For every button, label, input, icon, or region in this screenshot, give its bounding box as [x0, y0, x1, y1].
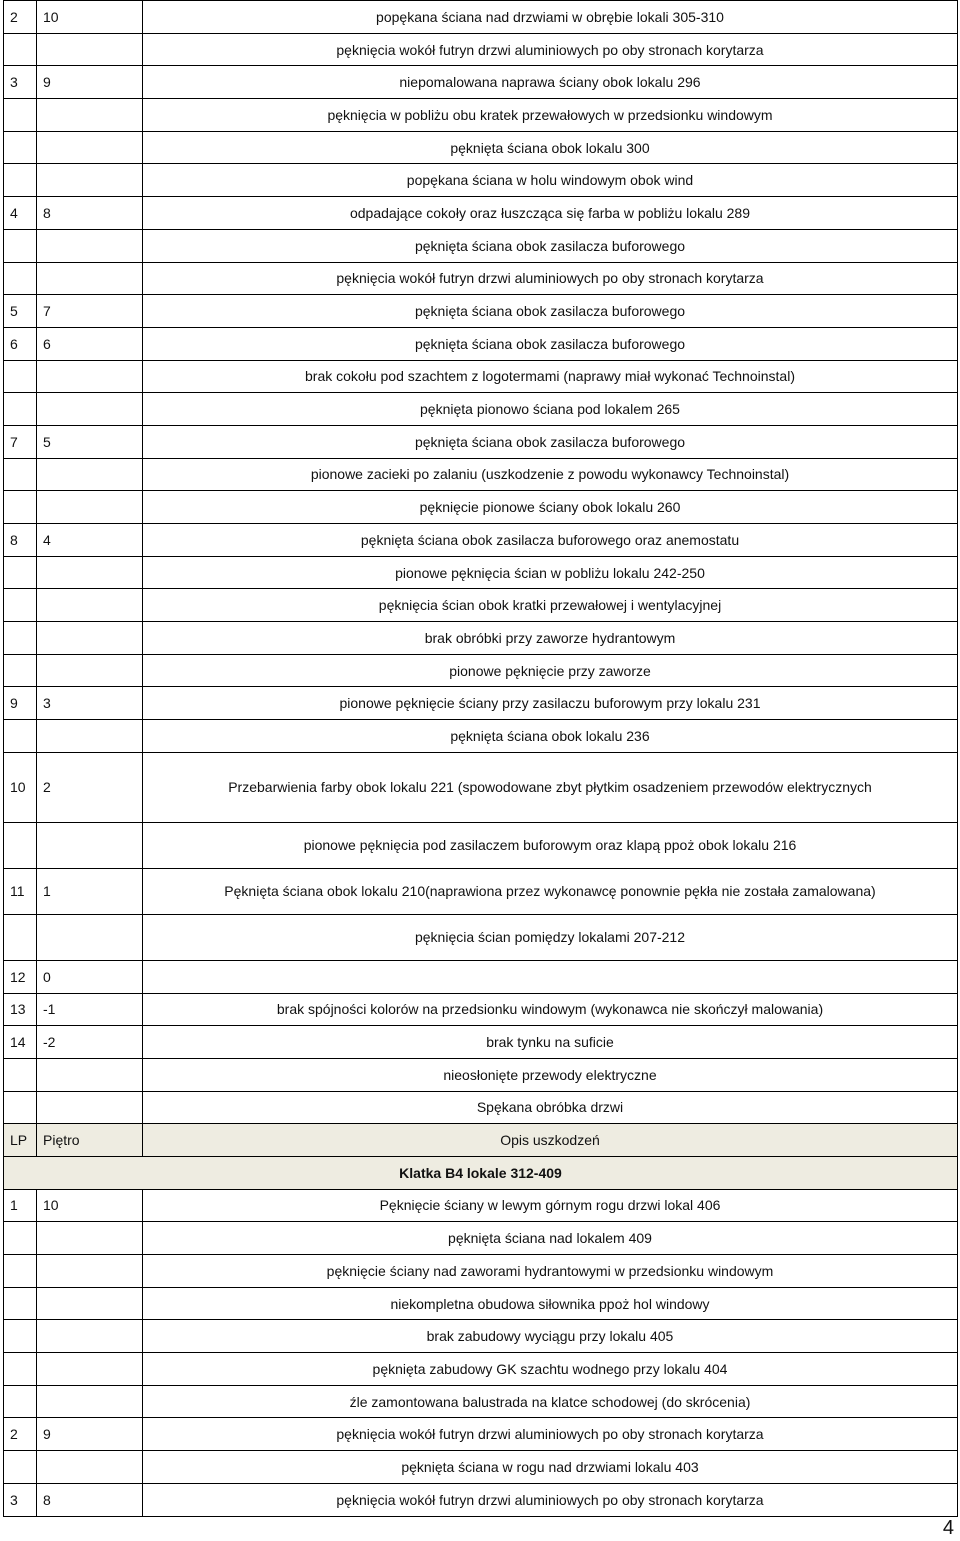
- cell-lp: [4, 914, 37, 960]
- cell-description: pęknięta ściana w rogu nad drzwiami lokalu 403: [143, 1451, 958, 1484]
- cell-lp: [4, 1222, 37, 1255]
- cell-description: pęknięta ściana obok zasilacza buforowego oraz anemostatu: [143, 524, 958, 557]
- cell-lp: 5: [4, 295, 37, 328]
- cell-floor: [37, 914, 143, 960]
- cell-description: pionowe pęknięcie ściany przy zasilaczu buforowym przy lokalu 231: [143, 687, 958, 720]
- cell-lp: 10: [4, 752, 37, 822]
- cell-lp: [4, 491, 37, 524]
- table-row: [4, 914, 958, 960]
- cell-floor: 6: [37, 327, 143, 360]
- cell-description: brak tynku na suficie: [143, 1026, 958, 1059]
- cell-floor: [37, 822, 143, 868]
- cell-description: pęknięcia wokół futryn drzwi aluminiowych po oby stronach korytarza: [143, 1418, 958, 1451]
- section-title: Klatka B4 lokale 312-409: [4, 1156, 958, 1189]
- cell-floor: [37, 164, 143, 197]
- table-row: [4, 295, 958, 328]
- cell-floor: -2: [37, 1026, 143, 1059]
- cell-description: pęknięta ściana obok zasilacza buforowego: [143, 425, 958, 458]
- table-row: [4, 822, 958, 868]
- table-row: [4, 1418, 958, 1451]
- cell-description: pęknięta ściana obok zasilacza buforowego: [143, 229, 958, 262]
- cell-lp: [4, 822, 37, 868]
- table-row: [4, 1320, 958, 1353]
- cell-lp: [4, 556, 37, 589]
- cell-description: pęknięta ściana obok zasilacza buforowego: [143, 295, 958, 328]
- cell-description: pęknięcia wokół futryn drzwi aluminiowych po oby stronach korytarza: [143, 33, 958, 66]
- cell-description: popękana ściana nad drzwiami w obrębie lokali 305-310: [143, 1, 958, 34]
- cell-description: Pęknięcie ściany w lewym górnym rogu drzwi lokal 406: [143, 1189, 958, 1222]
- cell-lp: 14: [4, 1026, 37, 1059]
- cell-floor: [37, 1451, 143, 1484]
- table-row: [4, 1287, 958, 1320]
- cell-floor: 10: [37, 1189, 143, 1222]
- cell-description: Spękana obróbka drzwi: [143, 1091, 958, 1124]
- cell-floor: [37, 720, 143, 753]
- cell-floor: [37, 99, 143, 132]
- cell-lp: 3: [4, 66, 37, 99]
- cell-floor: [37, 556, 143, 589]
- table-row: [4, 1026, 958, 1059]
- cell-lp: [4, 1091, 37, 1124]
- table-row: [4, 1353, 958, 1386]
- cell-lp: 6: [4, 327, 37, 360]
- table-row: [4, 1385, 958, 1418]
- header-lp: LP: [4, 1124, 37, 1157]
- cell-floor: 9: [37, 1418, 143, 1451]
- table-row: [4, 327, 958, 360]
- cell-lp: [4, 458, 37, 491]
- header-description: Opis uszkodzeń: [143, 1124, 958, 1157]
- cell-description: pęknięta ściana nad lokalem 409: [143, 1222, 958, 1255]
- table-row: [4, 960, 958, 993]
- table-row: [4, 524, 958, 557]
- cell-description: pęknięta zabudowy GK szachtu wodnego przy lokalu 404: [143, 1353, 958, 1386]
- cell-floor: 8: [37, 197, 143, 230]
- cell-floor: [37, 622, 143, 655]
- cell-description: brak spójności kolorów na przedsionku windowym (wykonawca nie skończył malowania): [143, 993, 958, 1026]
- cell-description: pionowe pęknięcia ścian w pobliżu lokalu 242-250: [143, 556, 958, 589]
- cell-lp: [4, 589, 37, 622]
- cell-description: brak cokołu pod szachtem z logotermami (naprawy miał wykonać Technoinstal): [143, 360, 958, 393]
- cell-lp: [4, 99, 37, 132]
- table-row: [4, 1255, 958, 1288]
- table-row: [4, 720, 958, 753]
- cell-floor: [37, 1287, 143, 1320]
- table-row: [4, 993, 958, 1026]
- cell-lp: [4, 1255, 37, 1288]
- cell-lp: [4, 131, 37, 164]
- table-row: [4, 33, 958, 66]
- cell-lp: [4, 262, 37, 295]
- header-row: [4, 1124, 958, 1157]
- table-row: [4, 1483, 958, 1516]
- cell-floor: 9: [37, 66, 143, 99]
- cell-floor: 2: [37, 752, 143, 822]
- cell-floor: 10: [37, 1, 143, 34]
- cell-lp: 13: [4, 993, 37, 1026]
- cell-description: pęknięcia wokół futryn drzwi aluminiowych po oby stronach korytarza: [143, 262, 958, 295]
- cell-description: popękana ściana w holu windowym obok wind: [143, 164, 958, 197]
- cell-lp: 1: [4, 1189, 37, 1222]
- cell-floor: [37, 1353, 143, 1386]
- cell-floor: [37, 393, 143, 426]
- cell-lp: [4, 1320, 37, 1353]
- table-row: [4, 1222, 958, 1255]
- table-row: [4, 491, 958, 524]
- rows-top-group: [4, 1, 958, 1124]
- cell-floor: [37, 360, 143, 393]
- cell-description: pęknięcia ścian pomiędzy lokalami 207-212: [143, 914, 958, 960]
- table-row: [4, 262, 958, 295]
- table-row: [4, 360, 958, 393]
- cell-floor: [37, 262, 143, 295]
- table-row: [4, 687, 958, 720]
- cell-floor: [37, 458, 143, 491]
- table-row: [4, 752, 958, 822]
- cell-description: pęknięcia w pobliżu obu kratek przewałowych w przedsionku windowym: [143, 99, 958, 132]
- cell-description: pęknięta ściana obok lokalu 236: [143, 720, 958, 753]
- cell-description: pęknięta ściana obok lokalu 300: [143, 131, 958, 164]
- cell-floor: 3: [37, 687, 143, 720]
- cell-floor: [37, 229, 143, 262]
- cell-lp: 4: [4, 197, 37, 230]
- cell-floor: 0: [37, 960, 143, 993]
- cell-description: pęknięcie ściany nad zaworami hydrantowymi w przedsionku windowym: [143, 1255, 958, 1288]
- header-group: [4, 1124, 958, 1189]
- cell-description: niekompletna obudowa siłownika ppoż hol windowy: [143, 1287, 958, 1320]
- cell-floor: [37, 1320, 143, 1353]
- cell-description: pionowe pęknięcie przy zaworze: [143, 654, 958, 687]
- table-row: [4, 1058, 958, 1091]
- cell-floor: [37, 491, 143, 524]
- table-row: [4, 99, 958, 132]
- table-row: [4, 66, 958, 99]
- cell-floor: 7: [37, 295, 143, 328]
- cell-description: pęknięcia ścian obok kratki przewałowej i wentylacyjnej: [143, 589, 958, 622]
- cell-description: niepomalowana naprawa ściany obok lokalu 296: [143, 66, 958, 99]
- cell-lp: [4, 1058, 37, 1091]
- table-row: [4, 425, 958, 458]
- cell-description: brak zabudowy wyciągu przy lokalu 405: [143, 1320, 958, 1353]
- cell-lp: [4, 1287, 37, 1320]
- table-row: [4, 164, 958, 197]
- cell-description: pionowe zacieki po zalaniu (uszkodzenie z powodu wykonawcy Technoinstal): [143, 458, 958, 491]
- cell-floor: 1: [37, 868, 143, 914]
- table-row: [4, 1091, 958, 1124]
- table-row: [4, 1451, 958, 1484]
- cell-lp: 8: [4, 524, 37, 557]
- cell-description: [143, 960, 958, 993]
- cell-description: Przebarwienia farby obok lokalu 221 (spowodowane zbyt płytkim osadzeniem przewodów elektrycznych: [143, 752, 958, 822]
- cell-lp: [4, 1385, 37, 1418]
- cell-lp: [4, 33, 37, 66]
- cell-lp: 2: [4, 1418, 37, 1451]
- cell-floor: [37, 589, 143, 622]
- cell-floor: 4: [37, 524, 143, 557]
- table-row: [4, 131, 958, 164]
- rows-bottom-group: [4, 1189, 958, 1516]
- cell-lp: 7: [4, 425, 37, 458]
- table-row: [4, 229, 958, 262]
- cell-floor: -1: [37, 993, 143, 1026]
- table-row: [4, 589, 958, 622]
- table-row: [4, 1189, 958, 1222]
- header-floor: Piętro: [37, 1124, 143, 1157]
- cell-description: nieosłonięte przewody elektryczne: [143, 1058, 958, 1091]
- table-row: [4, 458, 958, 491]
- cell-lp: 9: [4, 687, 37, 720]
- cell-description: brak obróbki przy zaworze hydrantowym: [143, 622, 958, 655]
- cell-description: Pęknięta ściana obok lokalu 210(naprawiona przez wykonawcę ponownie pękła nie została zamalowana): [143, 868, 958, 914]
- cell-lp: [4, 164, 37, 197]
- cell-lp: [4, 229, 37, 262]
- table-row: [4, 622, 958, 655]
- cell-lp: [4, 393, 37, 426]
- cell-lp: [4, 720, 37, 753]
- table-row: [4, 556, 958, 589]
- cell-lp: 11: [4, 868, 37, 914]
- cell-lp: [4, 654, 37, 687]
- table-row: [4, 197, 958, 230]
- cell-floor: [37, 1091, 143, 1124]
- cell-lp: 3: [4, 1483, 37, 1516]
- cell-floor: [37, 1255, 143, 1288]
- cell-floor: [37, 654, 143, 687]
- table-row: [4, 1, 958, 34]
- cell-description: odpadające cokoły oraz łuszcząca się farba w pobliżu lokalu 289: [143, 197, 958, 230]
- cell-description: pęknięcia wokół futryn drzwi aluminiowych po oby stronach korytarza: [143, 1483, 958, 1516]
- cell-floor: [37, 1058, 143, 1091]
- cell-floor: [37, 131, 143, 164]
- cell-lp: 12: [4, 960, 37, 993]
- cell-description: pęknięcie pionowe ściany obok lokalu 260: [143, 491, 958, 524]
- cell-description: źle zamontowana balustrada na klatce schodowej (do skrócenia): [143, 1385, 958, 1418]
- cell-lp: [4, 622, 37, 655]
- section-row: [4, 1156, 958, 1189]
- cell-floor: 8: [37, 1483, 143, 1516]
- cell-lp: [4, 1353, 37, 1386]
- cell-lp: [4, 1451, 37, 1484]
- damage-table: [3, 0, 958, 1517]
- cell-description: pionowe pęknięcia pod zasilaczem buforowym oraz klapą ppoż obok lokalu 216: [143, 822, 958, 868]
- cell-floor: [37, 33, 143, 66]
- table-row: [4, 654, 958, 687]
- cell-lp: 2: [4, 1, 37, 34]
- table-row: [4, 868, 958, 914]
- table-row: [4, 393, 958, 426]
- page-number: 4: [942, 1517, 954, 1539]
- cell-floor: [37, 1222, 143, 1255]
- cell-lp: [4, 360, 37, 393]
- cell-floor: [37, 1385, 143, 1418]
- cell-description: pęknięta pionowo ściana pod lokalem 265: [143, 393, 958, 426]
- cell-description: pęknięta ściana obok zasilacza buforowego: [143, 327, 958, 360]
- cell-floor: 5: [37, 425, 143, 458]
